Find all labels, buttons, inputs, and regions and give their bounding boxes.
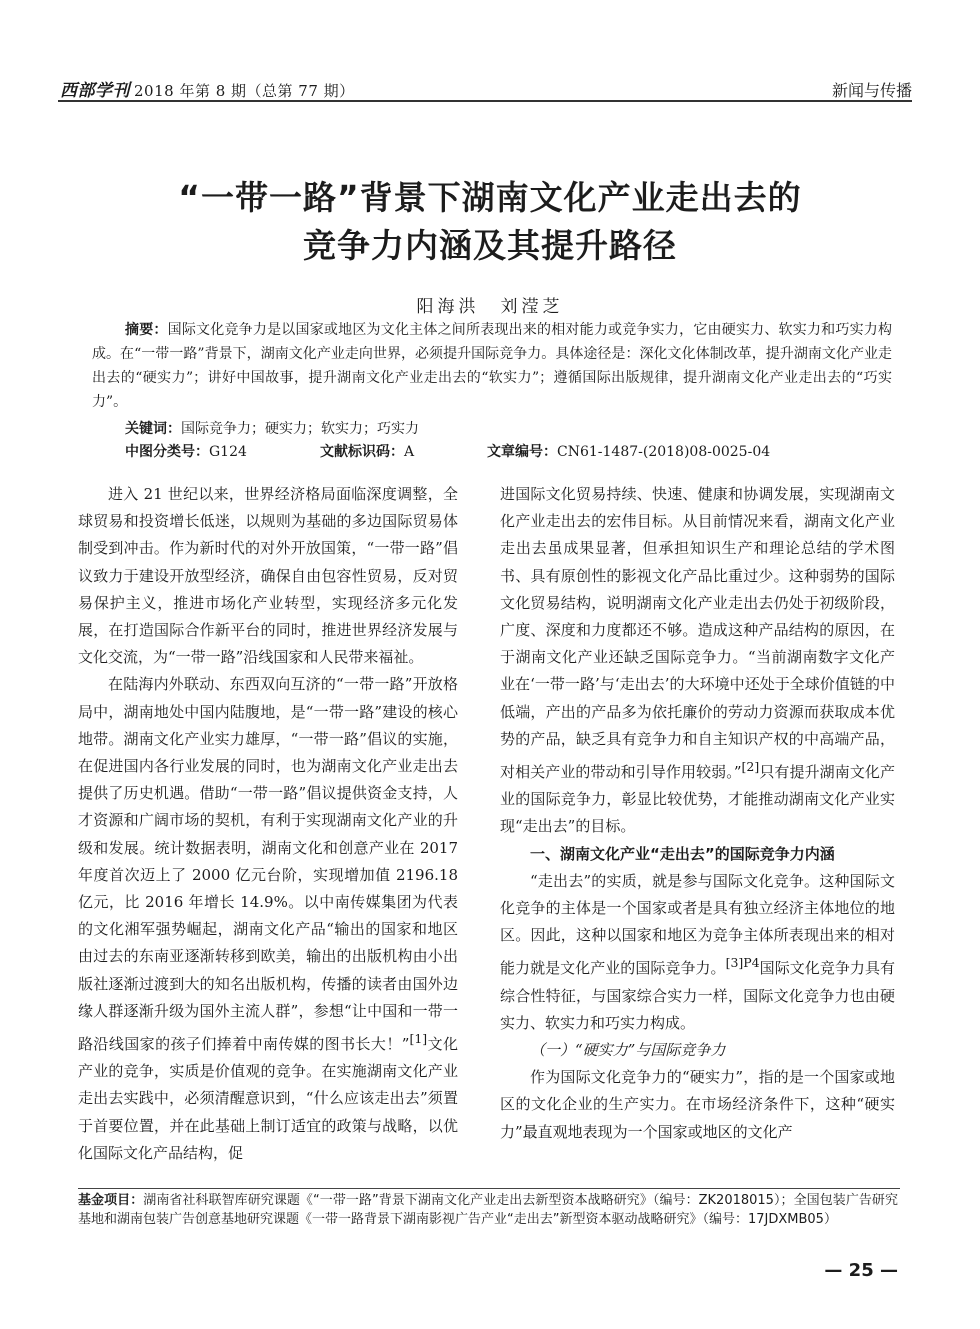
keywords-text: 国际竞争力；硬实力；软实力；巧实力 (181, 421, 419, 437)
left-column (78, 481, 458, 1167)
keywords (125, 418, 419, 438)
article-id-value: CN61-1487-(2018)08-0025-04 (557, 444, 771, 460)
body-paragraph: 进入 21 世纪以来，世界经济格局面临深度调整，全球贸易和投资增长低迷，以规则为基础的多边国际贸易体制受到冲击。作为新时代的对外开放国策，“一带一路”倡议致力于建设开放型经济，确保自由包容性贸易，反对贸易保护主义，推进市场化产业转型，实现经济多元化发展，在打造国际合作新平台的同时，推进世界经济发展与文化交流，为“一带一路”沿线国家和人民带来福祉。 (78, 485, 458, 667)
document-code (320, 441, 414, 461)
title-line-1: “一带一路”背景下湖南文化产业走出去的 (178, 178, 802, 217)
body-paragraph: 进国际文化贸易持续、快速、健康和协调发展，实现湖南文化产业走出去的宏伟目标。从目前情况来看，湖南文化产业走出去虽成果显著，但承担知识生产和理论总结的学术图书、具有原创性的影视文化产品比重过少。这种弱势的国际文化贸易结构，说明湖南文化产业走出去仍处于初级阶段，广度、深度和力度都还不够。造成这种产品结构的原因，在于湖南文化产业还缺乏国际竞争力。“当前湖南数字文化产业在‘一带一路’与‘走出去’的大环境中还处于全球价值链的中低端，产出的产品多为依托廉价的劳动力资源而获取成本优势的产品，缺乏具有竞争力和自主知识产权的中高端产品，对相关产业的带动和引导作用较弱。”[2]只有提升湖南文化产业的国际竞争力，彰显比较优势，才能推动湖南文化产业实现“走出去”的目标。 (500, 485, 895, 836)
citation-ref: [2] (741, 759, 760, 775)
clc-label: 中图分类号： (125, 444, 209, 460)
body-paragraph: “走出去”的实质，就是参与国际文化竞争。这种国际文化竞争的主体是一个国家或者是具有独立经济主体地位的地区。因此，这种以国家和地区为竞争主体所表现出来的相对能力就是文化产业的国际竞争力。$^{[3]P4}$国际文化竞争力具有综合性特征，与国家综合实力一样，国际文化竞争力也由硬实力、软实力和巧实力构成。 (500, 871, 895, 1032)
right-column (500, 481, 895, 1146)
journal-header (60, 76, 355, 101)
footnote-label: 基金项目： (78, 1193, 144, 1208)
header-rule (58, 100, 912, 102)
abstract-text: 国际文化竞争力是以国家或地区为文化主体之间所表现出来的相对能力或竞争实力，它由硬实力、软实力和巧实力构成。在“一带一路”背景下，湖南文化产业走向世界，必须提升国际竞争力。具体途径是：深化文化体制改革，提升湖南文化产业走出去的“硬实力”；讲好中国故事，提升湖南文化产业走出去的“软实力”；遵循国际出版规律，提升湖南文化产业走出去的“巧实力”。 (92, 322, 892, 410)
abstract (92, 318, 892, 414)
abstract-label: 摘要： (125, 322, 168, 338)
journal-logo: 西部学刊 (60, 81, 130, 101)
clc-number (125, 441, 247, 461)
body-paragraph: 在陆海内外联动、东西双向互济的“一带一路”开放格局中，湖南地处中国内陆腹地，是“一带一路”建设的核心地带。湖南文化产业实力雄厚，“一带一路”倡议的实施，在促进国内各行业发展的同时，也为湖南文化产业走出去提供了历史机遇。借助“一带一路”倡议提供资金支持，人才资源和广阔市场的契机，有利于实现湖南文化产业的升级和发展。统计数据表明，湖南文化和创意产业在 2017 年度首次迈上了 2000 亿元台阶，实现增加值 2196.18 亿元，比 2016 年增长 14.9%。以中南传媒集团为代表的文化湘军强势崛起，湖南文化产品“输出的国家和地区由过去的东南亚逐渐转移到欧美，输出的出版机构由小出版社逐渐过渡到大的知名出版机构，传播的读者由国外边缘人群逐渐升级为国外主流人群”，参想“让中国和一带一路沿线国家的孩子们捧着中南传媒的图书长大！”[1]文化产业的竞争，实质是价值观的竞争。在实施湖南文化产业走出去实践中，必须清醒意识到，“什么应该走出去”须置于首要位置，并在此基础上制订适宜的政策与战略，以优化国际文化产品结构，促 (78, 675, 458, 1162)
title-line-2: 竞争力内涵及其提升路径 (303, 226, 677, 265)
funding-footnote (78, 1191, 898, 1229)
section-heading: 一、湖南文化产业“走出去”的国际竞争力内涵 (530, 844, 835, 863)
authors: 阳海洪 刘滢芝 (416, 297, 564, 317)
keywords-label: 关键词： (125, 421, 181, 437)
page-number: — 25 — (824, 1260, 898, 1281)
article-id-label: 文章编号： (487, 444, 557, 460)
section-name: 新闻与传播 (831, 81, 912, 100)
footnote-text: 湖南省社科联智库研究课题《“一带一路”背景下湖南文化产业走出去新型资本战略研究》（编号：ZK2018015）；全国包装广告研究基地和湖南包装广告创意基地研究课题《一带一路背景下湖南影视广告产业“走出去”新型资本驱动战略研究》（编号：17JDXMB05） (78, 1193, 898, 1227)
clc-value: G124 (209, 444, 247, 460)
citation-ref: [1] (409, 1031, 428, 1047)
doc-code-label: 文献标识码： (320, 444, 404, 460)
journal-issue: 2018 年第 8 期（总第 77 期） (134, 82, 355, 100)
footnote-rule (78, 1188, 900, 1189)
article-id (487, 441, 770, 461)
citation-ref: [3]P4 (725, 955, 760, 971)
subsection-heading: （一）“硬实力”与国际竞争力 (530, 1041, 726, 1060)
doc-code-value: A (404, 444, 415, 460)
body-paragraph: 作为国际文化竞争力的“硬实力”，指的是一个国家或地区的文化企业的生产实力。在市场经济条件下，这种“硬实力”最直观地表现为一个国家或地区的文化产 (500, 1068, 895, 1141)
